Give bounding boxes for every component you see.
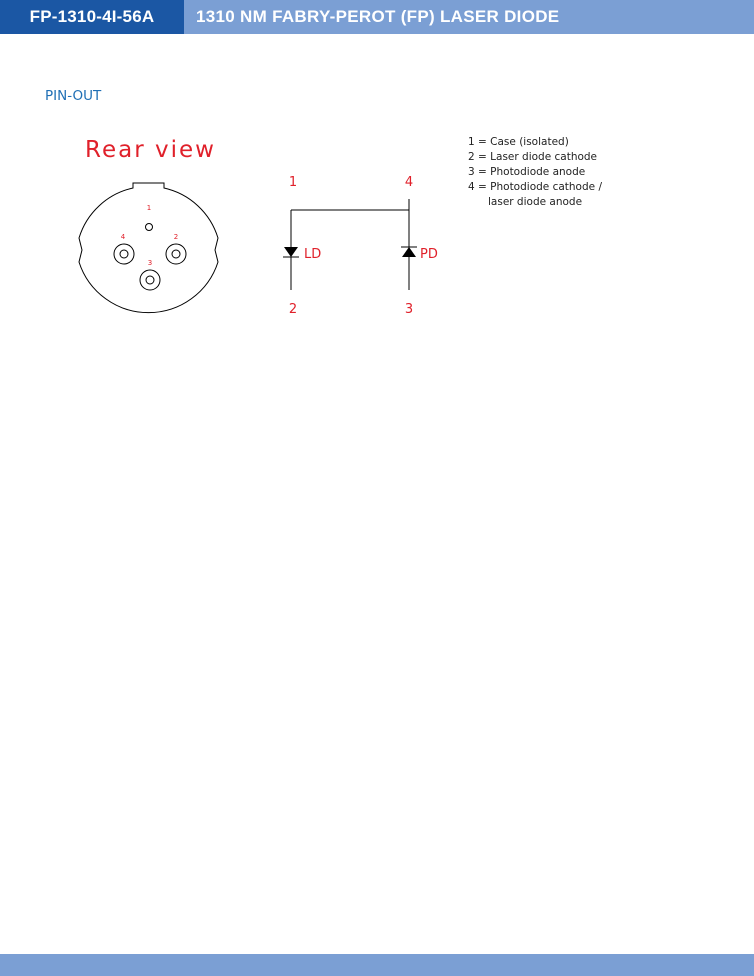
part-number: FP-1310-4I-56A — [0, 0, 184, 34]
document-title: 1310 NM FABRY-PEROT (FP) LASER DIODE — [184, 0, 754, 34]
schematic-pin-4: 4 — [404, 175, 414, 190]
page-header — [0, 0, 754, 34]
pin-1-label: 1 — [146, 204, 152, 212]
pin-3-outer — [140, 270, 160, 290]
ld-label: LD — [304, 247, 322, 262]
legend-item: 4 = Photodiode cathode / — [468, 181, 602, 193]
pin-3-inner — [146, 276, 154, 284]
pin-4-inner — [120, 250, 128, 258]
rear-view-label: Rear view — [85, 137, 216, 163]
legend-item: 3 = Photodiode anode — [468, 166, 586, 178]
photodiode-symbol — [402, 247, 416, 257]
pin-4-outer — [114, 244, 134, 264]
schematic-pin-3: 3 — [404, 302, 414, 317]
legend-item: 1 = Case (isolated) — [468, 136, 569, 148]
schematic-pin-2: 2 — [288, 302, 298, 317]
legend-item-continuation: laser diode anode — [488, 196, 583, 208]
section-heading-pinout: PIN-OUT — [45, 88, 102, 104]
pin-2-outer — [166, 244, 186, 264]
pin-2-label: 2 — [173, 233, 179, 241]
legend-item: 2 = Laser diode cathode — [468, 151, 598, 163]
pinout-diagram — [60, 125, 460, 335]
page-footer — [0, 954, 754, 976]
package-outline — [79, 183, 218, 313]
pin-1-marker — [146, 224, 153, 231]
laser-diode-symbol — [284, 247, 298, 257]
pin-4-label: 4 — [120, 233, 126, 241]
pin-3-label: 3 — [147, 259, 153, 267]
pd-label: PD — [420, 247, 438, 262]
pin-legend — [468, 135, 602, 210]
schematic-pin-1: 1 — [288, 175, 298, 190]
pin-2-inner — [172, 250, 180, 258]
